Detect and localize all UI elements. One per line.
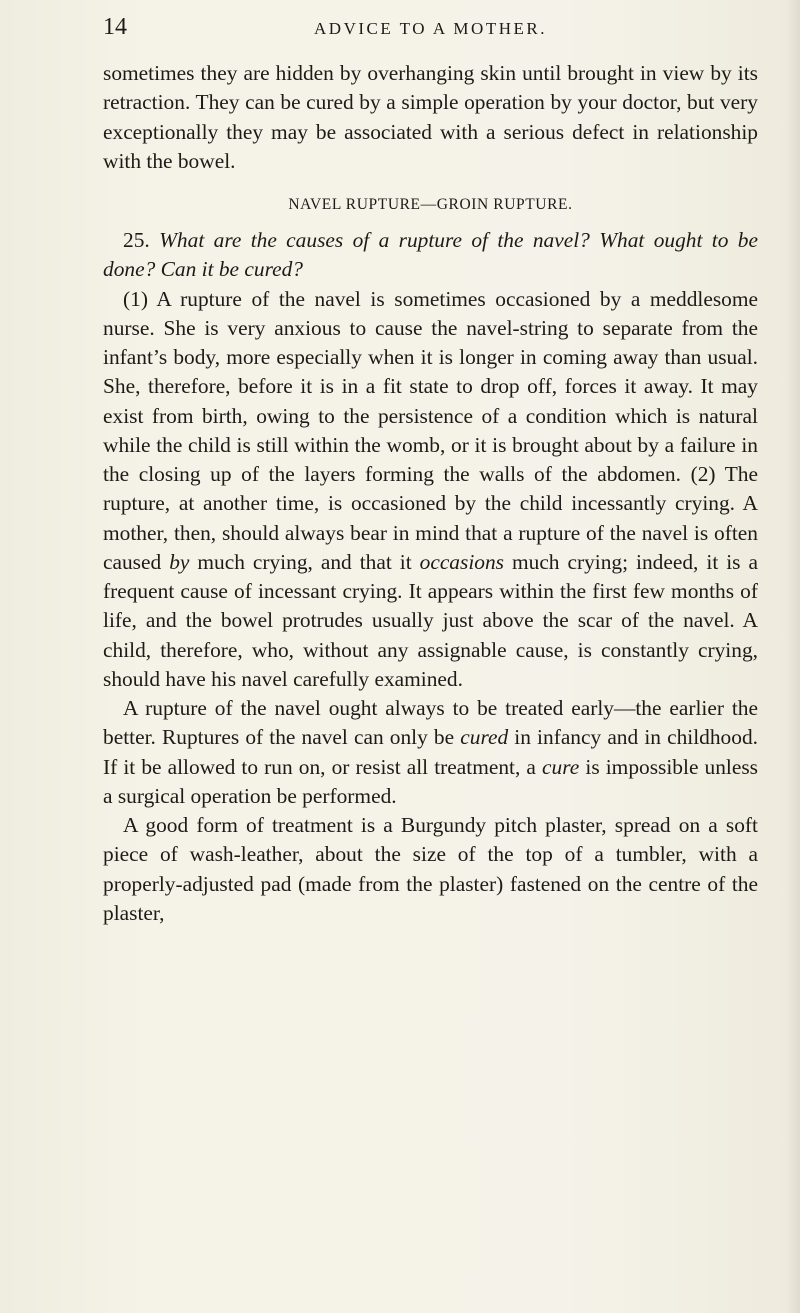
- body-text: [103, 59, 758, 928]
- emphasis-cured: cured: [460, 725, 509, 750]
- causes-text-2: much crying, and that it: [197, 549, 412, 574]
- causes-text-3: much crying; indeed, it is a frequent cause of incessant crying. It appears within the first few months of life, and the bowel protrudes usually just above the scar of the navel. A child, therefore, who, without any assignable cause, is constantly crying, should have his navel carefully examined.: [103, 549, 758, 691]
- treatment-text-2: in infancy and in childhood. If it be allowed to run on, or resist all treatment, a: [103, 725, 758, 779]
- question-number: 25.: [123, 228, 150, 252]
- emphasis-cure: cure: [542, 754, 580, 779]
- emphasis-by: by: [169, 549, 190, 574]
- causes-text-1: (1) A rupture of the navel is sometimes occasioned by a meddlesome nurse. She is very anxious to cause the navel-string to separate from the infant’s body, more especially when it is longer in coming away than usual. She, therefore, before it is in a fit state to drop off, forces it away. It may exist from birth, owing to the persistence of a condition which is natural while the child is still within the womb, or it is brought about by a failure in the closing up of the layers forming the walls of the abdomen. (2) The rupture, at another time, is occasioned by the child incessantly crying. A mother, then, should always bear in mind that a rupture of the navel is often caused: [103, 286, 758, 574]
- treatment-text-3: is impossible unless a surgical operation be performed.: [103, 754, 759, 808]
- paragraph-continued: sometimes they are hidden by overhanging skin until brought in view by its retraction. They can be cured by a simple operation by your doctor, but very exceptionally they may be associated with a serious defect in relationship with the bowel.: [103, 61, 758, 173]
- paragraph-causes: [103, 285, 758, 695]
- question-paragraph: [103, 226, 758, 285]
- running-head: ADVICE TO A MOTHER.: [314, 19, 547, 38]
- page-header: [103, 14, 758, 48]
- section-heading: NAVEL RUPTURE—GROIN RUPTURE.: [288, 196, 573, 213]
- page-edge-shadow: [786, 0, 800, 1313]
- emphasis-occasions: occasions: [419, 549, 504, 574]
- page-number: 14: [103, 14, 127, 40]
- treatment-text-1: A rupture of the navel ought always to be treated early—the earlier the better. Ruptures of the navel can only be: [103, 696, 758, 750]
- paragraph-treatment: [103, 694, 758, 811]
- paragraph-plaster: A good form of treatment is a Burgundy pitch plaster, spread on a soft piece of wash-leather, about the size of the top of a tumbler, with a properly-adjusted pad (made from the plaster) fastened on the centre of the plaster,: [103, 813, 758, 925]
- question-text: What are the causes of a rupture of the navel? What ought to be done? Can it be cured?: [103, 228, 758, 282]
